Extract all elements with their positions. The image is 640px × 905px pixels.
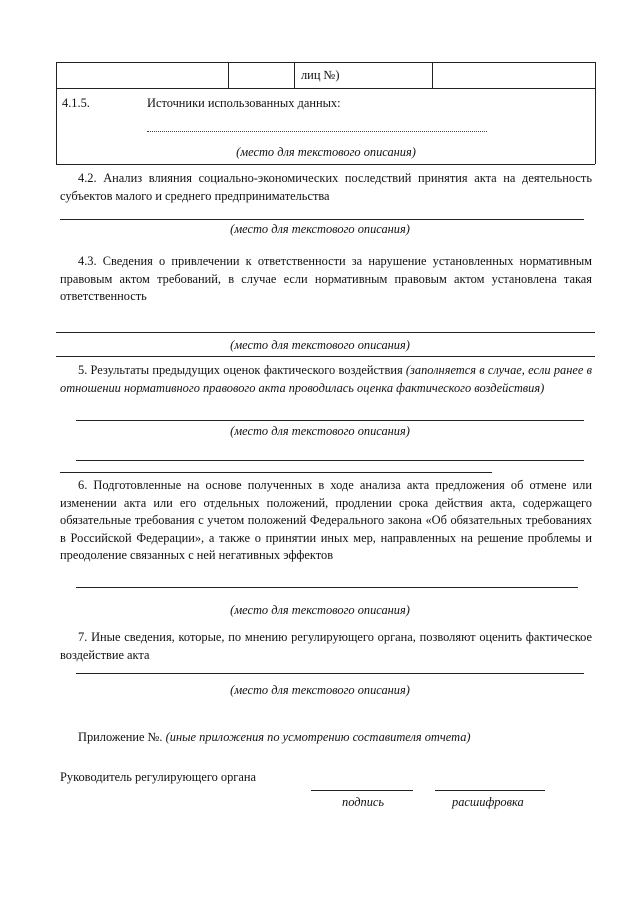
section-text: 4.2. Анализ влияния социально-экономических последствий принятия акта на деятельность субъектов малого и среднего предпринимательства — [60, 171, 592, 203]
head-label: Руководитель регулирующего органа — [60, 770, 256, 784]
table-caption: (место для текстового описания) — [236, 145, 416, 159]
section-label: Источники использованных данных: — [147, 96, 341, 110]
appendix-note: (иные приложения по усмотрению составителя отчета) — [165, 730, 471, 744]
decode-label: расшифровка — [452, 795, 524, 809]
appendix-label: Приложение №. — [78, 730, 166, 744]
section-text-main: 5. Результаты предыдущих оценок фактического воздействия — [78, 363, 406, 377]
section-caption: (место для текстового описания) — [230, 222, 410, 236]
section-text: 7. Иные сведения, которые, по мнению регулирующего органа, позволяют оценить фактическое воздействие акта — [60, 630, 592, 662]
appendix-line — [78, 730, 471, 745]
section-caption: (место для текстового описания) — [230, 603, 410, 617]
section-caption: (место для текстового описания) — [230, 424, 410, 438]
section-text — [60, 362, 592, 397]
table-cell-text: лиц №) — [301, 68, 340, 82]
section-text: 6. Подготовленные на основе полученных в ходе анализа акта предложения об отмене или изменении акта или его отдельных положений, продлении срока действия акта, содержащего обязательные требования с учетом положений Федерального закона «Об обязательных требованиях в Российской Федерации», а также о принятии иных мер, направленных на решение проблемы и преодоление связанных с ней негативных эффектов — [60, 478, 592, 562]
section-caption: (место для текстового описания) — [230, 338, 410, 352]
sign-label: подпись — [342, 795, 385, 809]
section-caption: (место для текстового описания) — [230, 683, 410, 697]
section-note: (заполняется в случае, если ранее в отношении нормативного правового акта проводилась оценка фактического воздействия) — [60, 363, 593, 395]
section-number: 4.1.5. — [62, 96, 90, 110]
section-text: 4.3. Сведения о привлечении к ответственности за нарушение установленных нормативным правовым актом требований, в случае если нормативным правовым актом установлена такая ответственность — [60, 254, 592, 303]
